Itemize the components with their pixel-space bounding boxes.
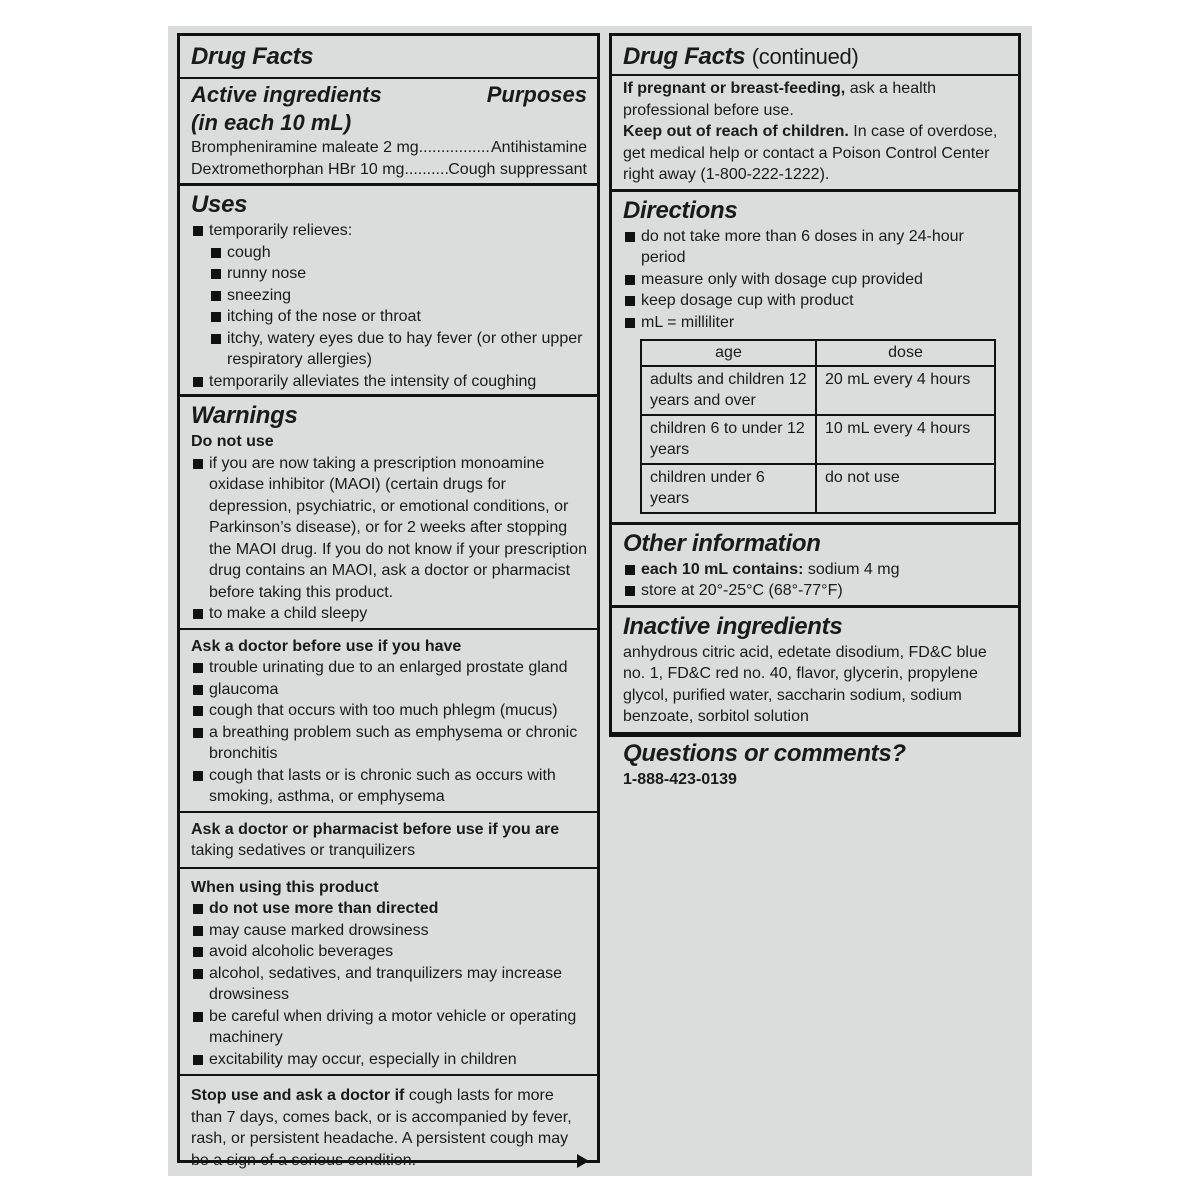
list-item: a breathing problem such as emphysema or chronic bronchitis: [191, 722, 587, 765]
list-item: cough that occurs with too much phlegm (mucus): [191, 700, 587, 722]
list-item: do not take more than 6 doses in any 24-hour period: [623, 226, 1008, 269]
continued-arrow-icon: [577, 1154, 589, 1168]
other-information-heading: Other information: [623, 529, 821, 557]
warnings-heading: Warnings: [191, 402, 298, 429]
list-item: temporarily alleviates the intensity of coughing: [191, 371, 587, 393]
questions-phone: 1-888-423-0139: [623, 770, 737, 788]
list-item: may cause marked drowsiness: [191, 920, 587, 942]
table-header: [641, 340, 995, 366]
ingredient-purpose: Antihistamine: [490, 139, 587, 156]
drug-facts-continued-title: Drug Facts (continued): [623, 43, 859, 70]
list-item: excitability may occur, especially in children: [191, 1049, 587, 1071]
directions-heading: Directions: [623, 196, 738, 224]
active-ingredients-heading: Active ingredients: [191, 82, 382, 107]
list-item: cough that lasts or is chronic such as occurs with smoking, asthma, or emphysema: [191, 765, 587, 808]
ask-pharmacist-text: taking sedatives or tranquilizers: [191, 842, 416, 859]
pregnant-warning: If pregnant or breast-feeding, ask a health professional before use.: [623, 80, 936, 119]
list-item: keep dosage cup with product: [623, 290, 1008, 312]
drug-facts-panel-left: [177, 33, 600, 1169]
stop-use-text: Stop use and ask a doctor if cough lasts for more than 7 days, comes back, or is accompanied by fever, rash, or persistent headache. A persistent cough may be a sign of a serious condition.: [191, 1087, 572, 1169]
questions-heading: Questions or comments?: [623, 739, 906, 767]
table-row: children under 6 years do not use: [641, 464, 995, 513]
table-row: children 6 to under 12 years 10 mL every 4 hours: [641, 415, 995, 464]
list-item: measure only with dosage cup provided: [623, 269, 1008, 291]
ingredient-row: [191, 137, 587, 159]
purposes-heading: Purposes: [486, 82, 587, 107]
list-item: itching of the nose or throat: [191, 306, 587, 328]
uses-section: [180, 186, 597, 397]
when-using-section: [180, 869, 597, 1077]
inactive-ingredients-heading: Inactive ingredients: [623, 612, 843, 640]
uses-heading: Uses: [191, 191, 248, 218]
list-item: sneezing: [191, 285, 587, 307]
keep-out-of-reach: Keep out of reach of children. In case of overdose, get medical help or contact a Poison Control Center right away (1-800-222-1222).: [623, 123, 998, 183]
dose-column-header: dose: [816, 340, 995, 366]
warnings-section: [180, 397, 597, 630]
other-information-section: [612, 525, 1018, 608]
inactive-ingredients-text: anhydrous citric acid, edetate disodium, FD&C blue no. 1, FD&C red no. 40, flavor, glycerin, propylene glycol, purified water, saccharin sodium, sodium benzoate, sorbitol solution: [623, 643, 987, 725]
stop-use-section: [180, 1076, 597, 1182]
ask-pharmacist-heading: Ask a doctor or pharmacist before use if you are: [191, 820, 560, 838]
list-item: avoid alcoholic beverages: [191, 941, 587, 963]
continued-section: [612, 36, 1018, 192]
list-item: alcohol, sedatives, and tranquilizers may increase drowsiness: [191, 963, 587, 1006]
do-not-use-heading: Do not use: [191, 433, 274, 450]
list-item: do not use more than directed: [191, 898, 587, 920]
when-using-heading: When using this product: [191, 878, 379, 896]
list-item: temporarily relieves:: [191, 220, 587, 242]
drug-facts-panel-right: [609, 33, 1021, 788]
list-item: glaucoma: [191, 679, 587, 701]
questions-section: [612, 735, 1018, 791]
dosage-table: [640, 339, 996, 514]
list-item: be careful when driving a motor vehicle or operating machinery: [191, 1006, 587, 1049]
ingredient-purpose: Cough suppressant: [448, 160, 587, 178]
ask-doctor-section: [180, 630, 597, 813]
directions-section: [612, 192, 1018, 525]
ingredient-name: Brompheniramine maleate 2 mg: [191, 139, 419, 156]
list-item: to make a child sleepy: [191, 603, 587, 625]
list-item: trouble urinating due to an enlarged prostate gland: [191, 657, 587, 679]
ingredient-name: Dextromethorphan HBr 10 mg: [191, 160, 405, 178]
list-item: mL = milliliter: [623, 312, 1008, 334]
ask-pharmacist-section: [180, 813, 597, 869]
list-item: itchy, watery eyes due to hay fever (or other upper respiratory allergies): [191, 328, 587, 371]
ask-doctor-heading: Ask a doctor before use if you have: [191, 637, 462, 655]
drug-facts-title: Drug Facts: [191, 43, 314, 70]
list-item: cough: [191, 242, 587, 264]
list-item: if you are now taking a prescription monoamine oxidase inhibitor (MAOI) (certain drugs for depression, psychiatric, or emotional conditions, or Parkinson’s disease), or for 2 weeks after stopping the MAOI drug. If you do not know if your prescription drug contains an MAOI, ask a doctor or pharmacist before taking this product.: [191, 453, 587, 604]
list-item: each 10 mL contains: sodium 4 mg: [623, 559, 1008, 581]
inactive-ingredients-section: [612, 608, 1018, 735]
list-item: runny nose: [191, 263, 587, 285]
active-ingredients-section: [180, 36, 597, 186]
age-column-header: age: [641, 340, 816, 366]
list-item: store at 20°-25°C (68°-77°F): [623, 580, 1008, 602]
ingredient-row: [191, 159, 587, 181]
active-ingredients-subheading: (in each 10 mL): [191, 110, 352, 135]
table-row: adults and children 12 years and over 20 mL every 4 hours: [641, 366, 995, 415]
